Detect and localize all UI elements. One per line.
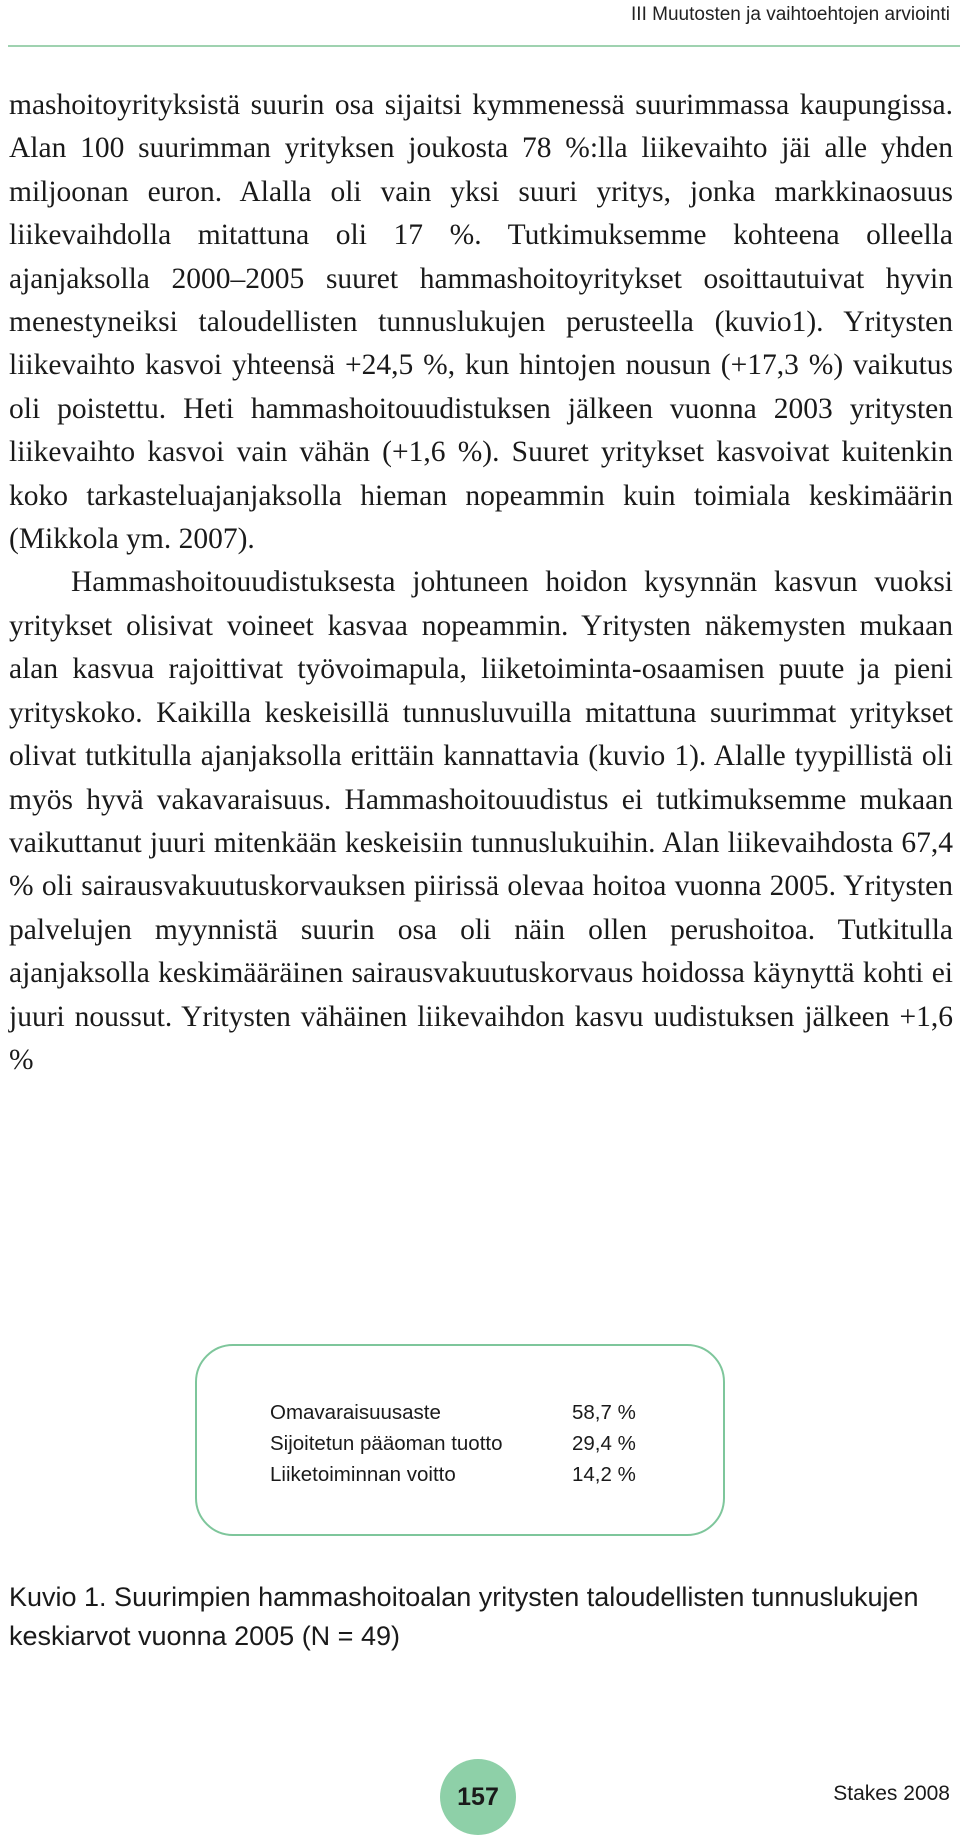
body-paragraph-1: mashoitoyrityksistä suurin osa sijaitsi kymmenessä suurimmassa kaupungissa. Alan 100 suurimman yrityksen joukosta 78 %:lla liikevaihto jäi alle yhden miljoonan euron. Alalla oli vain yksi suuri yritys, jonka markkinaosuus liikevaihdolla mitattuna oli 17 %. Tutkimuksemme kohteena olleella ajanjaksolla 2000–2005 suuret hammashoitoyritykset osoittautuivat hyvin menestyneiksi taloudellisten tunnuslukujen perusteella (kuvio1). Yritysten liikevaihto kasvoi yhteensä +24,5 %, kun hintojen nousun (+17,3 %) vaikutus oli poistettu. Heti hammashoitouudistuksen jälkeen vuonna 2003 yritysten liikevaihto kasvoi vain vähän (+1,6 %). Suuret yritykset kasvoivat kuitenkin koko tarkasteluajanjaksolla hieman nopeammin kuin toimiala keskimäärin (Mikkola ym. 2007). <box>9 89 953 556</box>
metric-value: 14,2 % <box>572 1463 636 1486</box>
header-divider <box>8 45 960 47</box>
metrics-table <box>270 1397 636 1490</box>
running-head-title: III Muutosten ja vaihtoehtojen arviointi <box>631 4 950 25</box>
metric-label: Liiketoiminnan voitto <box>270 1463 456 1486</box>
metric-label: Omavaraisuusaste <box>270 1401 441 1424</box>
metric-row <box>270 1459 636 1490</box>
footer-publisher: Stakes 2008 <box>833 1782 950 1805</box>
body-text <box>9 84 953 1082</box>
metric-value: 29,4 % <box>572 1432 636 1455</box>
metric-value: 58,7 % <box>572 1401 636 1424</box>
figure-caption: Kuvio 1. Suurimpien hammashoitoalan yritysten taloudellisten tunnuslukujen keskiarvot vuonna 2005 (N = 49) <box>9 1582 919 1651</box>
metric-row <box>270 1428 636 1459</box>
body-paragraph-2: Hammashoitouudistuksesta johtuneen hoidon kysynnän kasvun vuoksi yritykset olisivat voineet kasvaa nopeammin. Yritysten näkemysten mukaan alan kasvua rajoittivat työvoimapula, liiketoiminta-osaamisen puute ja pieni yrityskoko. Kaikilla keskeisillä tunnusluvuilla mitattuna suurimmat yritykset olivat tutkitulla ajanjaksolla erittäin kannattavia (kuvio 1). Alalle tyypillistä oli myös hyvä vakavaraisuus. Hammashoitouudistus ei tutkimuksemme mukaan vaikuttanut juuri mitenkään keskeisiin tunnuslukuihin. Alan liikevaihdosta 67,4 % oli sairausvakuutuskorvauksen piirissä olevaa hoitoa vuonna 2005. Yritysten palvelujen myynnistä suurin osa oli näin ollen perushoitoa. Tutkitulla ajanjaksolla keskimääräinen sairausvakuutuskorvaus hoidossa käynyttä kohti ei juuri noussut. Yritysten vähäinen liikevaihdon kasvu uudistuksen jälkeen +1,6 % <box>9 566 953 1076</box>
page-number: 157 <box>457 1782 499 1811</box>
page-number-badge <box>440 1759 516 1835</box>
running-header <box>0 0 960 48</box>
metric-row <box>270 1397 636 1428</box>
metric-label: Sijoitetun pääoman tuotto <box>270 1432 503 1455</box>
